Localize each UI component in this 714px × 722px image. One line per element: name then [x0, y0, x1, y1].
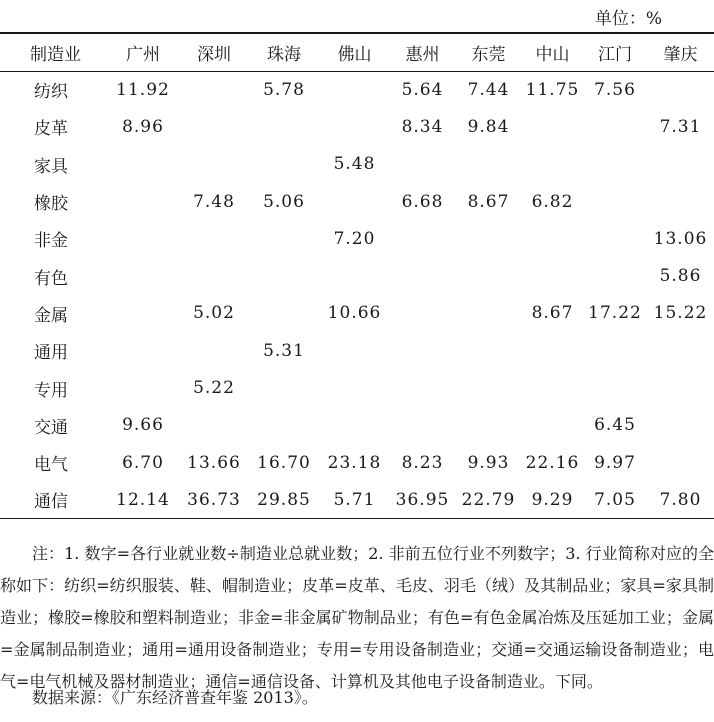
table-cell — [522, 407, 583, 444]
table-cell — [455, 295, 522, 332]
table-cell: 6.70 — [122, 452, 164, 473]
industry-name: 纺织 — [34, 82, 68, 103]
table-row — [0, 295, 714, 332]
table-cell: 6.82 — [531, 191, 574, 212]
table-cell — [107, 257, 179, 294]
table-cell — [647, 146, 714, 183]
table-cell — [647, 332, 714, 369]
table-cell: 5.64 — [401, 79, 444, 100]
industry-name: 通用 — [34, 343, 68, 364]
table-cell — [583, 108, 647, 145]
industry-name: 非金 — [34, 231, 68, 252]
table-cell — [522, 108, 583, 145]
table-header-row — [0, 33, 714, 71]
column-header: 制造业 — [0, 33, 107, 71]
table-cell — [179, 146, 249, 183]
table-cell — [319, 369, 390, 406]
table-row — [0, 257, 714, 294]
table-cell — [583, 146, 647, 183]
table-cell: 7.20 — [333, 228, 376, 249]
table-row — [0, 108, 714, 145]
table-cell: 13.06 — [653, 228, 708, 249]
table-row — [0, 71, 714, 108]
table-cell — [647, 183, 714, 220]
industry-name: 电气 — [34, 455, 68, 476]
table-cell: 8.96 — [122, 116, 164, 137]
column-header: 珠海 — [249, 33, 319, 71]
table-cell: 9.66 — [122, 415, 164, 436]
table-cell — [390, 220, 455, 257]
table-cell — [522, 146, 583, 183]
table-cell — [107, 183, 179, 220]
table-cell — [455, 407, 522, 444]
table-row — [0, 146, 714, 183]
table-cell: 29.85 — [249, 481, 319, 518]
table-cell: 5.31 — [263, 340, 305, 361]
table-cell: 9.84 — [467, 116, 510, 137]
table-cell: 11.92 — [116, 79, 170, 100]
table-cell — [583, 332, 647, 369]
table-row — [0, 220, 714, 257]
column-header: 中山 — [522, 33, 583, 71]
table-row — [0, 481, 714, 518]
table-cell — [583, 183, 647, 220]
table-cell — [647, 407, 714, 444]
table-cell — [107, 332, 179, 369]
table-cell: 12.14 — [107, 481, 179, 518]
table-cell: 9.97 — [594, 452, 636, 473]
table-cell: 8.67 — [531, 303, 574, 324]
table-cell — [249, 146, 319, 183]
table-cell: 6.45 — [594, 415, 636, 436]
table-cell — [179, 257, 249, 294]
table-cell — [319, 71, 390, 108]
table-cell: 22.79 — [455, 481, 522, 518]
column-header: 惠州 — [390, 33, 455, 71]
column-header: 广州 — [107, 33, 179, 71]
table-cell — [107, 146, 179, 183]
table-cell — [107, 295, 179, 332]
table-cell — [522, 257, 583, 294]
table-cell — [583, 257, 647, 294]
column-header: 东莞 — [455, 33, 522, 71]
industry-name: 交通 — [34, 417, 68, 438]
column-header: 江门 — [583, 33, 647, 71]
table-cell: 36.73 — [179, 481, 249, 518]
table-cell — [249, 257, 319, 294]
table-cell — [522, 369, 583, 406]
table-cell — [583, 220, 647, 257]
data-source: 数据来源：《广东经济普查年鉴 2013》。 — [32, 688, 318, 707]
table-cell — [107, 220, 179, 257]
table-cell: 7.05 — [583, 481, 647, 518]
table-cell — [390, 146, 455, 183]
table-cell: 5.86 — [659, 266, 702, 287]
table-cell — [319, 183, 390, 220]
table-cell: 36.95 — [390, 481, 455, 518]
table-row — [0, 332, 714, 369]
industry-name: 家具 — [34, 156, 68, 177]
table-cell: 5.22 — [193, 378, 235, 399]
employment-share-table — [0, 32, 714, 519]
table-cell: 5.71 — [319, 481, 390, 518]
table-cell: 5.78 — [263, 79, 305, 100]
table-cell — [179, 108, 249, 145]
industry-name: 橡胶 — [34, 194, 68, 215]
table-row — [0, 183, 714, 220]
table-cell: 10.66 — [327, 303, 382, 324]
table-cell: 5.48 — [333, 154, 376, 175]
table-cell — [390, 257, 455, 294]
table-cell: 11.75 — [525, 79, 580, 100]
table-cell — [647, 71, 714, 108]
table-row — [0, 444, 714, 481]
table-cell — [249, 369, 319, 406]
table-cell — [455, 146, 522, 183]
table-cell: 8.23 — [401, 452, 444, 473]
table-cell — [107, 369, 179, 406]
table-cell — [319, 407, 390, 444]
table-row — [0, 407, 714, 444]
unit-label: 单位：% — [594, 9, 662, 29]
table-cell: 15.22 — [653, 303, 708, 324]
table-cell — [522, 220, 583, 257]
table-cell: 7.31 — [659, 116, 702, 137]
table-cell: 8.34 — [401, 116, 444, 137]
table-cell: 23.18 — [327, 452, 382, 473]
table-cell — [179, 71, 249, 108]
table-cell: 8.67 — [467, 191, 510, 212]
table-cell: 5.06 — [263, 191, 305, 212]
table-cell: 5.02 — [193, 303, 235, 324]
industry-name: 金属 — [34, 305, 68, 326]
industry-name: 有色 — [34, 268, 68, 289]
table-cell — [522, 332, 583, 369]
table-cell: 17.22 — [588, 303, 642, 324]
table-cell — [179, 220, 249, 257]
table-cell — [179, 407, 249, 444]
table-cell — [249, 108, 319, 145]
table-cell — [647, 369, 714, 406]
column-header: 佛山 — [319, 33, 390, 71]
table-cell — [179, 332, 249, 369]
table-row — [0, 369, 714, 406]
table-cell — [319, 332, 390, 369]
table-cell: 7.56 — [594, 79, 636, 100]
table-cell: 9.29 — [522, 481, 583, 518]
table-cell — [583, 369, 647, 406]
table-cell: 6.68 — [401, 191, 444, 212]
industry-name: 通信 — [0, 481, 107, 518]
table-cell — [319, 257, 390, 294]
table-cell: 7.80 — [647, 481, 714, 518]
table-cell — [249, 407, 319, 444]
table-cell — [647, 444, 714, 481]
table-cell: 22.16 — [525, 452, 580, 473]
table-cell: 16.70 — [257, 452, 311, 473]
table-cell — [455, 332, 522, 369]
table-cell — [249, 220, 319, 257]
table-cell — [455, 220, 522, 257]
industry-name: 专用 — [34, 380, 68, 401]
table-cell — [455, 369, 522, 406]
column-header: 肇庆 — [647, 33, 714, 71]
table-cell: 9.93 — [467, 452, 510, 473]
table-cell — [390, 369, 455, 406]
table-cell — [249, 295, 319, 332]
table-cell: 7.44 — [467, 79, 510, 100]
table-cell — [390, 407, 455, 444]
table-cell — [319, 108, 390, 145]
industry-name: 皮革 — [34, 119, 68, 140]
table-cell — [455, 257, 522, 294]
table-cell: 7.48 — [193, 191, 235, 212]
table-cell — [390, 332, 455, 369]
table-note: 注：1. 数字=各行业就业数÷制造业总就业数；2. 非前五位行业不列数字；3. 行业简称对应的全称如下：纺织=纺织服装、鞋、帽制造业；皮革=皮革、毛皮、羽毛（绒）及其制品业；家具=家具制造业；橡胶=橡胶和塑料制造业；非金=非金属矿物制品业；有色=有色金属冶炼及压延加工业；金属=金属制品制造业；通用=通用设备制造业；专用=专用设备制造业；交通=交通运输设备制造业；电气=电气机械及器材制造业；通信=通信设备、计算机及其他电子设备制造业。下同。 — [0, 544, 714, 691]
table-cell — [390, 295, 455, 332]
column-header: 深圳 — [179, 33, 249, 71]
table-cell: 13.66 — [187, 452, 241, 473]
